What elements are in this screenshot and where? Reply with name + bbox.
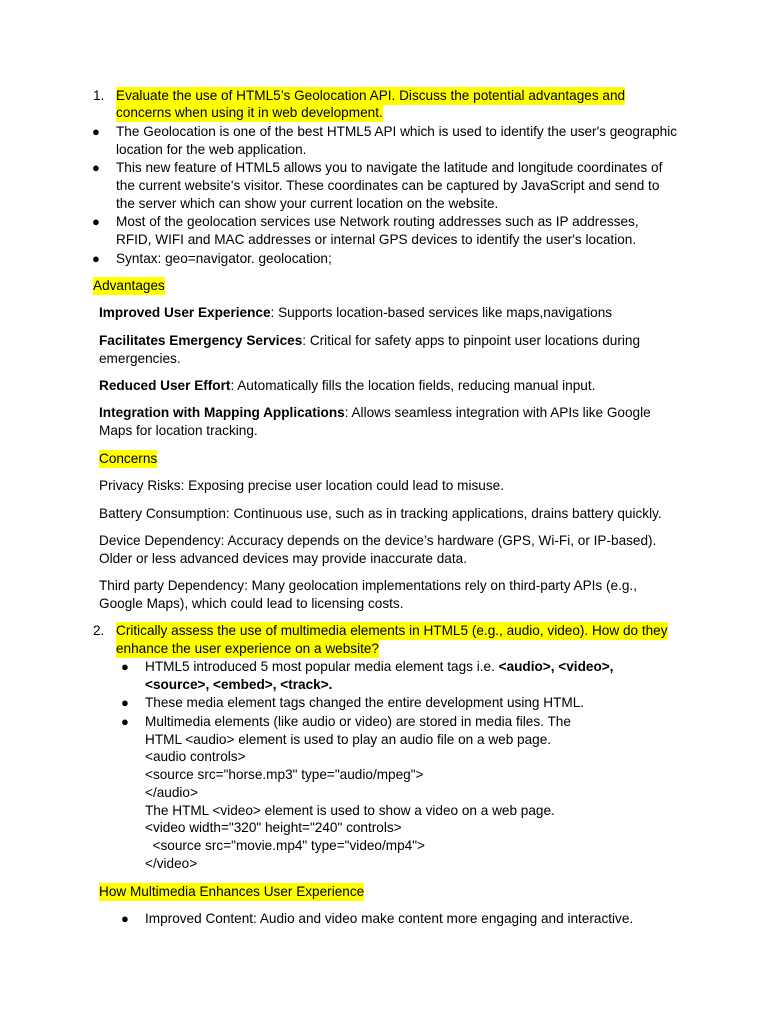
q1-title-line2: concerns when using it in web development. xyxy=(116,105,383,120)
advantage-text: : Allows seamless integration with APIs like Google xyxy=(344,405,651,420)
q1-bullet3-line2: RFID, WIFI and MAC addresses or internal GPS devices to identify the user's location. xyxy=(116,232,637,247)
enhance-heading: How Multimedia Enhances User Experience xyxy=(99,884,365,899)
concerns-heading: Concerns xyxy=(99,451,158,466)
advantage-term: Improved User Experience xyxy=(99,305,271,320)
q1-title-line1: Evaluate the use of HTML5’s Geolocation API. Discuss the potential advantages and xyxy=(116,88,626,103)
bullet-icon: ● xyxy=(92,160,100,175)
q2-code-line: <audio controls> xyxy=(145,749,246,764)
q2-code-line: <source src="movie.mp4" type="video/mp4"> xyxy=(145,838,425,853)
advantage-4-line2: Maps for location tracking. xyxy=(99,423,258,438)
advantages-heading: Advantages xyxy=(93,278,165,293)
q2-bullet3-line1: Multimedia elements (like audio or video) are stored in media files. The xyxy=(145,714,571,729)
advantage-text: : Critical for safety apps to pinpoint user locations during xyxy=(302,333,641,348)
advantage-term: Reduced User Effort xyxy=(99,378,231,393)
bullet-icon: ● xyxy=(121,659,129,674)
q1-bullet2-line3: the server which can show your current location on the website. xyxy=(116,196,499,211)
q1-bullet3-line1: Most of the geolocation services use Network routing addresses such as IP addresses, xyxy=(116,214,639,229)
concern-4-line2: Google Maps), which could lead to licensing costs. xyxy=(99,596,404,611)
q1-bullet4: Syntax: geo=navigator. geolocation; xyxy=(116,251,332,266)
advantage-2-line2: emergencies. xyxy=(99,351,181,366)
bullet-icon: ● xyxy=(92,251,100,266)
advantage-3-line1 xyxy=(99,377,595,395)
q2-bullet1-text: HTML5 introduced 5 most popular media element tags i.e. xyxy=(145,659,499,674)
q1-bullet1-line2: location for the web application. xyxy=(116,142,307,157)
concern-3-line1: Device Dependency: Accuracy depends on the device’s hardware (GPS, Wi-Fi, or IP-based). xyxy=(99,533,657,548)
advantage-1-line1 xyxy=(99,304,612,322)
bullet-icon: ● xyxy=(121,695,129,710)
bullet-icon: ● xyxy=(121,714,129,729)
q1-number: 1. xyxy=(93,88,105,103)
q2-title-line2: enhance the user experience on a website? xyxy=(116,641,379,656)
q1-bullet2-line1: This new feature of HTML5 allows you to navigate the latitude and longitude coordinates of xyxy=(116,160,663,175)
q2-code-line: <source src="horse.mp3" type="audio/mpeg"> xyxy=(145,767,424,782)
q2-bullet1-line2: <source>, <embed>, <track>. xyxy=(145,677,333,692)
enhance-bullet: Improved Content: Audio and video make content more engaging and interactive. xyxy=(145,911,634,926)
advantage-text: : Supports location-based services like maps,navigations xyxy=(270,305,613,320)
q1-bullet2-line2: the current website's visitor. These coordinates can be captured by JavaScript and send to xyxy=(116,178,660,193)
advantage-2-line1 xyxy=(99,332,640,350)
advantage-4-line1 xyxy=(99,404,651,422)
q2-code-line: </audio> xyxy=(145,785,198,800)
bullet-icon: ● xyxy=(92,214,100,229)
concern-4-line1: Third party Dependency: Many geolocation implementations rely on third-party APIs (e.g., xyxy=(99,578,637,593)
q2-bullet1-tags: <audio>, <video>, xyxy=(498,659,614,674)
q2-bullet1-line1 xyxy=(145,658,613,676)
bullet-icon: ● xyxy=(92,124,100,139)
q2-title-line1: Critically assess the use of multimedia elements in HTML5 (e.g., audio, video). How do they xyxy=(116,623,668,638)
q2-code-line: </video> xyxy=(145,856,198,871)
q2-number: 2. xyxy=(93,623,105,638)
concern-2: Battery Consumption: Continuous use, such as in tracking applications, drains battery quickly. xyxy=(99,506,662,521)
advantage-term: Integration with Mapping Applications xyxy=(99,405,345,420)
bullet-icon: ● xyxy=(121,911,129,926)
q2-bullet3-line6: The HTML <video> element is used to show a video on a web page. xyxy=(145,803,555,818)
q1-bullet1-line1: The Geolocation is one of the best HTML5 API which is used to identify the user's geographic xyxy=(116,124,678,139)
concern-1: Privacy Risks: Exposing precise user location could lead to misuse. xyxy=(99,478,504,493)
advantage-text: : Automatically fills the location fields, reducing manual input. xyxy=(230,378,596,393)
q2-bullet3-line2: HTML <audio> element is used to play an audio file on a web page. xyxy=(145,732,552,747)
q2-bullet2: These media element tags changed the entire development using HTML. xyxy=(145,695,585,710)
q2-code-line: <video width="320" height="240" controls> xyxy=(145,820,402,835)
advantage-term: Facilitates Emergency Services xyxy=(99,333,303,348)
concern-3-line2: Older or less advanced devices may provide inaccurate data. xyxy=(99,551,467,566)
